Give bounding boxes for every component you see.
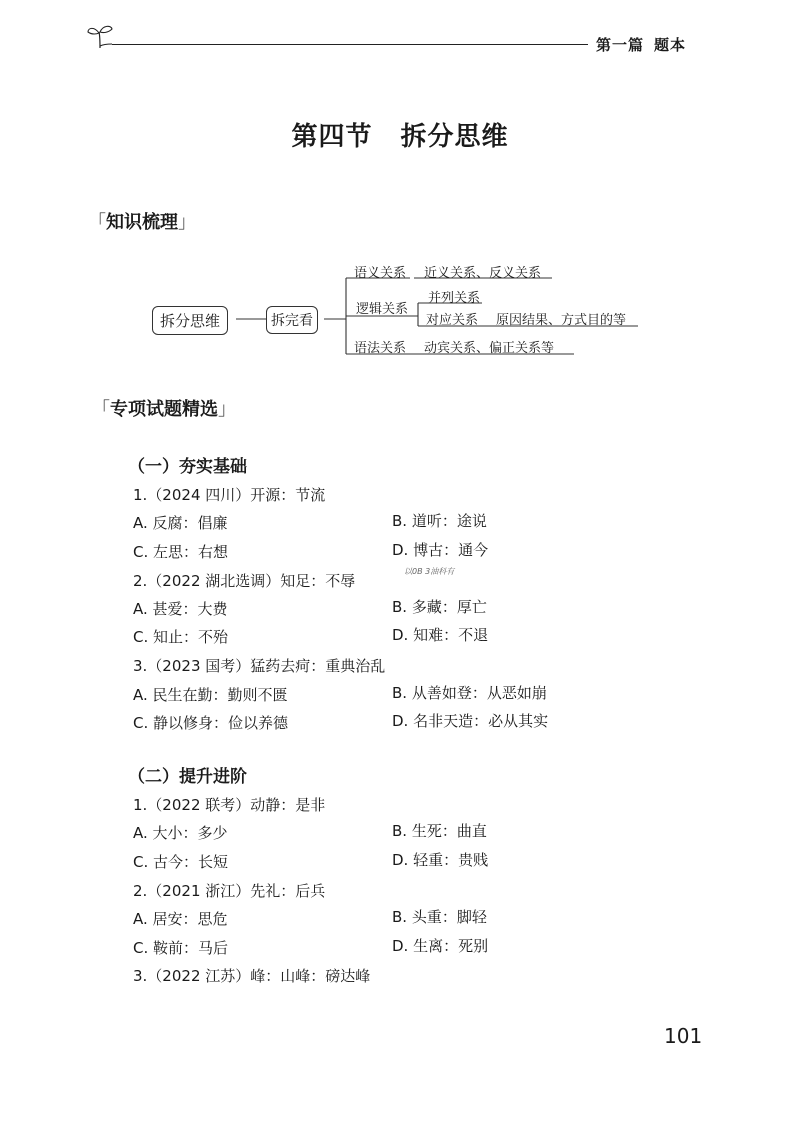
question-option-a: A. 甚爱：大费	[133, 600, 228, 618]
mindmap-logic-correspond: 对应关系	[426, 313, 479, 328]
question-option-d: D. 知难：不退	[392, 626, 489, 644]
question-option-a: A. 民生在勤：勤则不匮	[133, 686, 288, 704]
practice-heading-text: 专项试题精选	[110, 399, 218, 420]
mindmap-branch-semantic: 语义关系	[354, 266, 407, 281]
mindmap-branch-semantic-detail: 近义关系、反义关系	[424, 266, 542, 281]
question-option-b: B. 道听：途说	[392, 512, 487, 530]
mindmap-branch-grammar: 语法关系	[354, 341, 407, 356]
question-option-a: A. 大小：多少	[133, 824, 228, 842]
question-option-a: A. 反腐：倡廉	[133, 514, 228, 532]
group-title-advanced: （二）提升进阶	[128, 767, 247, 787]
question-stem: 3.（2023 国考）猛药去疴：重典治乱	[133, 657, 386, 675]
mindmap-logic-parallel: 并列关系	[428, 291, 481, 306]
question-option-a: A. 居安：思危	[133, 910, 228, 928]
page-number: 101	[664, 1024, 703, 1048]
mindmap-branch-logic: 逻辑关系	[356, 302, 409, 317]
knowledge-heading-text: 知识梳理	[106, 212, 178, 233]
section-number: 第四节	[291, 122, 373, 152]
mindmap-method: 拆完看	[266, 306, 318, 334]
mindmap-logic-correspond-detail: 原因结果、方式目的等	[496, 313, 627, 328]
question-option-c: C. 鞍前：马后	[133, 939, 229, 957]
question-option-c: C. 静以修身：俭以养德	[133, 714, 289, 732]
practice-heading: 「专项试题精选」	[92, 399, 236, 420]
question-option-d: D. 生离：死别	[392, 937, 489, 955]
question-stem: 2.（2022 湖北选调）知足：不辱	[133, 572, 356, 590]
question-stem: 1.（2024 四川）开源：节流	[133, 486, 326, 504]
group-title-basic: （一）夯实基础	[128, 457, 247, 477]
handwritten-note: 以0B 3油科有	[404, 567, 455, 576]
question-option-d: D. 轻重：贵贱	[392, 851, 489, 869]
header-chapter: 题本	[654, 36, 687, 54]
question-option-b: B. 生死：曲直	[392, 822, 487, 840]
question-option-d: D. 博古：通今	[392, 541, 489, 559]
knowledge-heading: 「知识梳理」	[88, 212, 196, 233]
header-part: 第一篇	[596, 36, 645, 54]
question-stem: 1.（2022 联考）动静：是非	[133, 796, 326, 814]
question-stem: 3.（2022 江苏）峰：山峰：磅达峰	[133, 967, 371, 985]
question-option-c: C. 古今：长短	[133, 853, 229, 871]
mindmap-root: 拆分思维	[152, 306, 228, 335]
section-name: 拆分思维	[400, 122, 509, 152]
question-option-d: D. 名非天造：必从其实	[392, 712, 549, 730]
question-option-b: B. 从善如登：从恶如崩	[392, 684, 547, 702]
question-option-c: C. 左思：右想	[133, 543, 229, 561]
question-option-c: C. 知止：不殆	[133, 628, 229, 646]
mindmap-branch-grammar-detail: 动宾关系、偏正关系等	[424, 341, 555, 356]
question-option-b: B. 头重：脚轻	[392, 908, 487, 926]
question-stem: 2.（2021 浙江）先礼：后兵	[133, 882, 326, 900]
question-option-b: B. 多藏：厚亡	[392, 598, 487, 616]
